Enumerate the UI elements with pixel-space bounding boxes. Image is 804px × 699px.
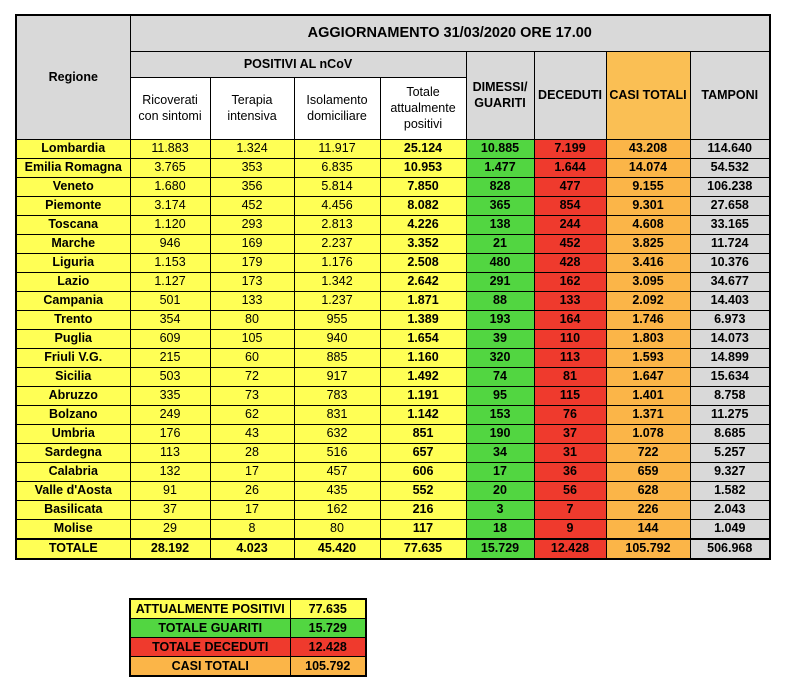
- cell-terapia: 179: [210, 253, 294, 272]
- cell-ricoverati: 176: [130, 424, 210, 443]
- table-row: [16, 367, 770, 386]
- header-regione: Regione: [16, 15, 130, 139]
- cell-terapia: 133: [210, 291, 294, 310]
- cell-casi: 1.647: [606, 367, 690, 386]
- cell-terapia: 8: [210, 519, 294, 539]
- cell-ricoverati: 249: [130, 405, 210, 424]
- table-row: [16, 215, 770, 234]
- cell-ricoverati: 503: [130, 367, 210, 386]
- summary-casi-label: CASI TOTALI: [130, 657, 290, 677]
- cell-guariti: 17: [466, 462, 534, 481]
- cell-casi: 1.593: [606, 348, 690, 367]
- table-row: [16, 386, 770, 405]
- cell-isolamento: 2.813: [294, 215, 380, 234]
- cell-totale: 1.492: [380, 367, 466, 386]
- cell-totale: 10.953: [380, 158, 466, 177]
- cell-deceduti: 452: [534, 234, 606, 253]
- cell-deceduti: 115: [534, 386, 606, 405]
- cell-ricoverati: 3.765: [130, 158, 210, 177]
- table-row: [16, 424, 770, 443]
- cell-tamponi: 27.658: [690, 196, 770, 215]
- totals-label: TOTALE: [16, 539, 130, 559]
- summary-attualmente-value: 77.635: [290, 599, 366, 619]
- cell-deceduti: 1.644: [534, 158, 606, 177]
- cell-regione: Valle d'Aosta: [16, 481, 130, 500]
- table-row: [16, 310, 770, 329]
- cell-casi: 2.092: [606, 291, 690, 310]
- cell-casi: 1.803: [606, 329, 690, 348]
- cell-guariti: 74: [466, 367, 534, 386]
- cell-ricoverati: 1.120: [130, 215, 210, 234]
- cell-totale: 1.142: [380, 405, 466, 424]
- cell-ricoverati: 11.883: [130, 139, 210, 158]
- summary-deceduti-label: TOTALE DECEDUTI: [130, 638, 290, 657]
- summary-casi-value: 105.792: [290, 657, 366, 677]
- cell-regione: Marche: [16, 234, 130, 253]
- cell-deceduti: 7: [534, 500, 606, 519]
- cell-regione: Lombardia: [16, 139, 130, 158]
- cell-totale: 2.508: [380, 253, 466, 272]
- regional-data-table: [15, 14, 771, 560]
- cell-tamponi: 1.049: [690, 519, 770, 539]
- header-isolamento: Isolamento domiciliare: [294, 77, 380, 139]
- table-row: [16, 253, 770, 272]
- cell-deceduti: 31: [534, 443, 606, 462]
- cell-terapia: 62: [210, 405, 294, 424]
- cell-isolamento: 632: [294, 424, 380, 443]
- cell-guariti: 320: [466, 348, 534, 367]
- totals-terapia: 4.023: [210, 539, 294, 559]
- cell-deceduti: 244: [534, 215, 606, 234]
- cell-regione: Veneto: [16, 177, 130, 196]
- cell-deceduti: 428: [534, 253, 606, 272]
- table-row: [16, 291, 770, 310]
- cell-totale: 1.191: [380, 386, 466, 405]
- cell-guariti: 95: [466, 386, 534, 405]
- cell-tamponi: 14.073: [690, 329, 770, 348]
- cell-totale: 3.352: [380, 234, 466, 253]
- totals-ricoverati: 28.192: [130, 539, 210, 559]
- cell-deceduti: 113: [534, 348, 606, 367]
- cell-terapia: 60: [210, 348, 294, 367]
- cell-isolamento: 162: [294, 500, 380, 519]
- cell-isolamento: 831: [294, 405, 380, 424]
- cell-deceduti: 81: [534, 367, 606, 386]
- header-tamponi: TAMPONI: [690, 51, 770, 139]
- cell-tamponi: 9.327: [690, 462, 770, 481]
- cell-terapia: 17: [210, 462, 294, 481]
- cell-ricoverati: 1.680: [130, 177, 210, 196]
- cell-casi: 722: [606, 443, 690, 462]
- cell-totale: 657: [380, 443, 466, 462]
- cell-ricoverati: 946: [130, 234, 210, 253]
- cell-totale: 552: [380, 481, 466, 500]
- cell-deceduti: 110: [534, 329, 606, 348]
- cell-ricoverati: 335: [130, 386, 210, 405]
- cell-ricoverati: 91: [130, 481, 210, 500]
- table-row: [16, 196, 770, 215]
- cell-terapia: 28: [210, 443, 294, 462]
- cell-totale: 117: [380, 519, 466, 539]
- cell-guariti: 21: [466, 234, 534, 253]
- cell-isolamento: 435: [294, 481, 380, 500]
- cell-deceduti: 76: [534, 405, 606, 424]
- cell-deceduti: 133: [534, 291, 606, 310]
- cell-totale: 1.654: [380, 329, 466, 348]
- cell-deceduti: 477: [534, 177, 606, 196]
- cell-casi: 226: [606, 500, 690, 519]
- cell-tamponi: 1.582: [690, 481, 770, 500]
- header-dimessi: DIMESSI/ GUARITI: [466, 51, 534, 139]
- cell-ricoverati: 29: [130, 519, 210, 539]
- cell-isolamento: 4.456: [294, 196, 380, 215]
- cell-casi: 1.078: [606, 424, 690, 443]
- cell-terapia: 17: [210, 500, 294, 519]
- cell-totale: 7.850: [380, 177, 466, 196]
- summary-table: [129, 598, 367, 677]
- cell-totale: 4.226: [380, 215, 466, 234]
- cell-regione: Friuli V.G.: [16, 348, 130, 367]
- totals-casi: 105.792: [606, 539, 690, 559]
- summary-row-deceduti: [130, 638, 366, 657]
- cell-terapia: 105: [210, 329, 294, 348]
- table-row: [16, 519, 770, 539]
- cell-casi: 9.301: [606, 196, 690, 215]
- table-row: [16, 139, 770, 158]
- cell-tamponi: 15.634: [690, 367, 770, 386]
- cell-isolamento: 1.176: [294, 253, 380, 272]
- cell-casi: 1.401: [606, 386, 690, 405]
- cell-ricoverati: 3.174: [130, 196, 210, 215]
- cell-guariti: 193: [466, 310, 534, 329]
- cell-tamponi: 34.677: [690, 272, 770, 291]
- cell-ricoverati: 609: [130, 329, 210, 348]
- cell-tamponi: 114.640: [690, 139, 770, 158]
- totals-guariti: 15.729: [466, 539, 534, 559]
- header-totale-positivi: Totale attualmente positivi: [380, 77, 466, 139]
- cell-terapia: 173: [210, 272, 294, 291]
- cell-terapia: 43: [210, 424, 294, 443]
- table-row: [16, 158, 770, 177]
- cell-isolamento: 885: [294, 348, 380, 367]
- cell-ricoverati: 1.153: [130, 253, 210, 272]
- cell-ricoverati: 501: [130, 291, 210, 310]
- cell-terapia: 356: [210, 177, 294, 196]
- table-row: [16, 348, 770, 367]
- header-deceduti: DECEDUTI: [534, 51, 606, 139]
- cell-isolamento: 11.917: [294, 139, 380, 158]
- totals-isolamento: 45.420: [294, 539, 380, 559]
- cell-regione: Toscana: [16, 215, 130, 234]
- table-row: [16, 177, 770, 196]
- cell-tamponi: 10.376: [690, 253, 770, 272]
- summary-guariti-value: 15.729: [290, 619, 366, 638]
- cell-ricoverati: 113: [130, 443, 210, 462]
- cell-terapia: 169: [210, 234, 294, 253]
- table-row: [16, 405, 770, 424]
- cell-deceduti: 162: [534, 272, 606, 291]
- cell-totale: 851: [380, 424, 466, 443]
- cell-guariti: 1.477: [466, 158, 534, 177]
- cell-regione: Campania: [16, 291, 130, 310]
- totals-row: [16, 539, 770, 559]
- cell-tamponi: 14.403: [690, 291, 770, 310]
- cell-casi: 628: [606, 481, 690, 500]
- header-ricoverati: Ricoverati con sintomi: [130, 77, 210, 139]
- cell-guariti: 20: [466, 481, 534, 500]
- cell-isolamento: 1.237: [294, 291, 380, 310]
- cell-terapia: 452: [210, 196, 294, 215]
- cell-guariti: 39: [466, 329, 534, 348]
- summary-row-casi: [130, 657, 366, 677]
- table-row: [16, 500, 770, 519]
- cell-tamponi: 8.685: [690, 424, 770, 443]
- table-row: [16, 462, 770, 481]
- cell-regione: Bolzano: [16, 405, 130, 424]
- cell-tamponi: 106.238: [690, 177, 770, 196]
- cell-regione: Emilia Romagna: [16, 158, 130, 177]
- cell-isolamento: 516: [294, 443, 380, 462]
- cell-isolamento: 6.835: [294, 158, 380, 177]
- cell-tamponi: 11.275: [690, 405, 770, 424]
- cell-terapia: 73: [210, 386, 294, 405]
- cell-regione: Abruzzo: [16, 386, 130, 405]
- cell-ricoverati: 1.127: [130, 272, 210, 291]
- cell-casi: 9.155: [606, 177, 690, 196]
- cell-regione: Lazio: [16, 272, 130, 291]
- cell-ricoverati: 37: [130, 500, 210, 519]
- cell-casi: 144: [606, 519, 690, 539]
- cell-deceduti: 56: [534, 481, 606, 500]
- cell-isolamento: 783: [294, 386, 380, 405]
- table-row: [16, 443, 770, 462]
- cell-tamponi: 5.257: [690, 443, 770, 462]
- cell-terapia: 72: [210, 367, 294, 386]
- cell-regione: Puglia: [16, 329, 130, 348]
- cell-guariti: 3: [466, 500, 534, 519]
- cell-terapia: 1.324: [210, 139, 294, 158]
- summary-row-attualmente: [130, 599, 366, 619]
- cell-casi: 3.825: [606, 234, 690, 253]
- cell-totale: 1.389: [380, 310, 466, 329]
- header-positivi: POSITIVI AL nCoV: [130, 51, 466, 77]
- cell-ricoverati: 354: [130, 310, 210, 329]
- cell-terapia: 26: [210, 481, 294, 500]
- cell-deceduti: 854: [534, 196, 606, 215]
- cell-regione: Sicilia: [16, 367, 130, 386]
- cell-tamponi: 14.899: [690, 348, 770, 367]
- cell-totale: 1.160: [380, 348, 466, 367]
- summary-guariti-label: TOTALE GUARITI: [130, 619, 290, 638]
- cell-deceduti: 7.199: [534, 139, 606, 158]
- cell-ricoverati: 132: [130, 462, 210, 481]
- totals-deceduti: 12.428: [534, 539, 606, 559]
- cell-regione: Calabria: [16, 462, 130, 481]
- cell-guariti: 88: [466, 291, 534, 310]
- cell-casi: 43.208: [606, 139, 690, 158]
- cell-casi: 1.371: [606, 405, 690, 424]
- cell-guariti: 480: [466, 253, 534, 272]
- cell-tamponi: 11.724: [690, 234, 770, 253]
- cell-regione: Basilicata: [16, 500, 130, 519]
- cell-totale: 606: [380, 462, 466, 481]
- cell-totale: 2.642: [380, 272, 466, 291]
- cell-guariti: 138: [466, 215, 534, 234]
- cell-guariti: 828: [466, 177, 534, 196]
- cell-tamponi: 54.532: [690, 158, 770, 177]
- header-casi-totali: CASI TOTALI: [606, 51, 690, 139]
- cell-casi: 4.608: [606, 215, 690, 234]
- summary-row-guariti: [130, 619, 366, 638]
- cell-regione: Trento: [16, 310, 130, 329]
- totals-totale: 77.635: [380, 539, 466, 559]
- cell-guariti: 365: [466, 196, 534, 215]
- cell-guariti: 34: [466, 443, 534, 462]
- cell-terapia: 80: [210, 310, 294, 329]
- cell-guariti: 10.885: [466, 139, 534, 158]
- table-row: [16, 234, 770, 253]
- header-terapia: Terapia intensiva: [210, 77, 294, 139]
- cell-deceduti: 164: [534, 310, 606, 329]
- cell-regione: Umbria: [16, 424, 130, 443]
- cell-regione: Sardegna: [16, 443, 130, 462]
- cell-terapia: 353: [210, 158, 294, 177]
- cell-isolamento: 917: [294, 367, 380, 386]
- cell-terapia: 293: [210, 215, 294, 234]
- cell-isolamento: 955: [294, 310, 380, 329]
- cell-regione: Piemonte: [16, 196, 130, 215]
- cell-isolamento: 940: [294, 329, 380, 348]
- table-row: [16, 329, 770, 348]
- cell-isolamento: 457: [294, 462, 380, 481]
- cell-isolamento: 2.237: [294, 234, 380, 253]
- cell-isolamento: 80: [294, 519, 380, 539]
- cell-isolamento: 1.342: [294, 272, 380, 291]
- cell-guariti: 18: [466, 519, 534, 539]
- cell-guariti: 291: [466, 272, 534, 291]
- cell-totale: 216: [380, 500, 466, 519]
- cell-tamponi: 33.165: [690, 215, 770, 234]
- cell-deceduti: 36: [534, 462, 606, 481]
- cell-totale: 1.871: [380, 291, 466, 310]
- cell-regione: Liguria: [16, 253, 130, 272]
- cell-totale: 8.082: [380, 196, 466, 215]
- cell-ricoverati: 215: [130, 348, 210, 367]
- table-row: [16, 481, 770, 500]
- cell-casi: 3.095: [606, 272, 690, 291]
- cell-regione: Molise: [16, 519, 130, 539]
- header-update-title: AGGIORNAMENTO 31/03/2020 ORE 17.00: [130, 15, 770, 51]
- cell-casi: 1.746: [606, 310, 690, 329]
- summary-attualmente-label: ATTUALMENTE POSITIVI: [130, 599, 290, 619]
- summary-deceduti-value: 12.428: [290, 638, 366, 657]
- cell-guariti: 153: [466, 405, 534, 424]
- cell-deceduti: 9: [534, 519, 606, 539]
- cell-totale: 25.124: [380, 139, 466, 158]
- cell-casi: 14.074: [606, 158, 690, 177]
- cell-tamponi: 8.758: [690, 386, 770, 405]
- cell-deceduti: 37: [534, 424, 606, 443]
- cell-tamponi: 2.043: [690, 500, 770, 519]
- cell-casi: 3.416: [606, 253, 690, 272]
- totals-tamponi: 506.968: [690, 539, 770, 559]
- cell-casi: 659: [606, 462, 690, 481]
- cell-isolamento: 5.814: [294, 177, 380, 196]
- table-row: [16, 272, 770, 291]
- table-body: [16, 139, 770, 539]
- cell-tamponi: 6.973: [690, 310, 770, 329]
- cell-guariti: 190: [466, 424, 534, 443]
